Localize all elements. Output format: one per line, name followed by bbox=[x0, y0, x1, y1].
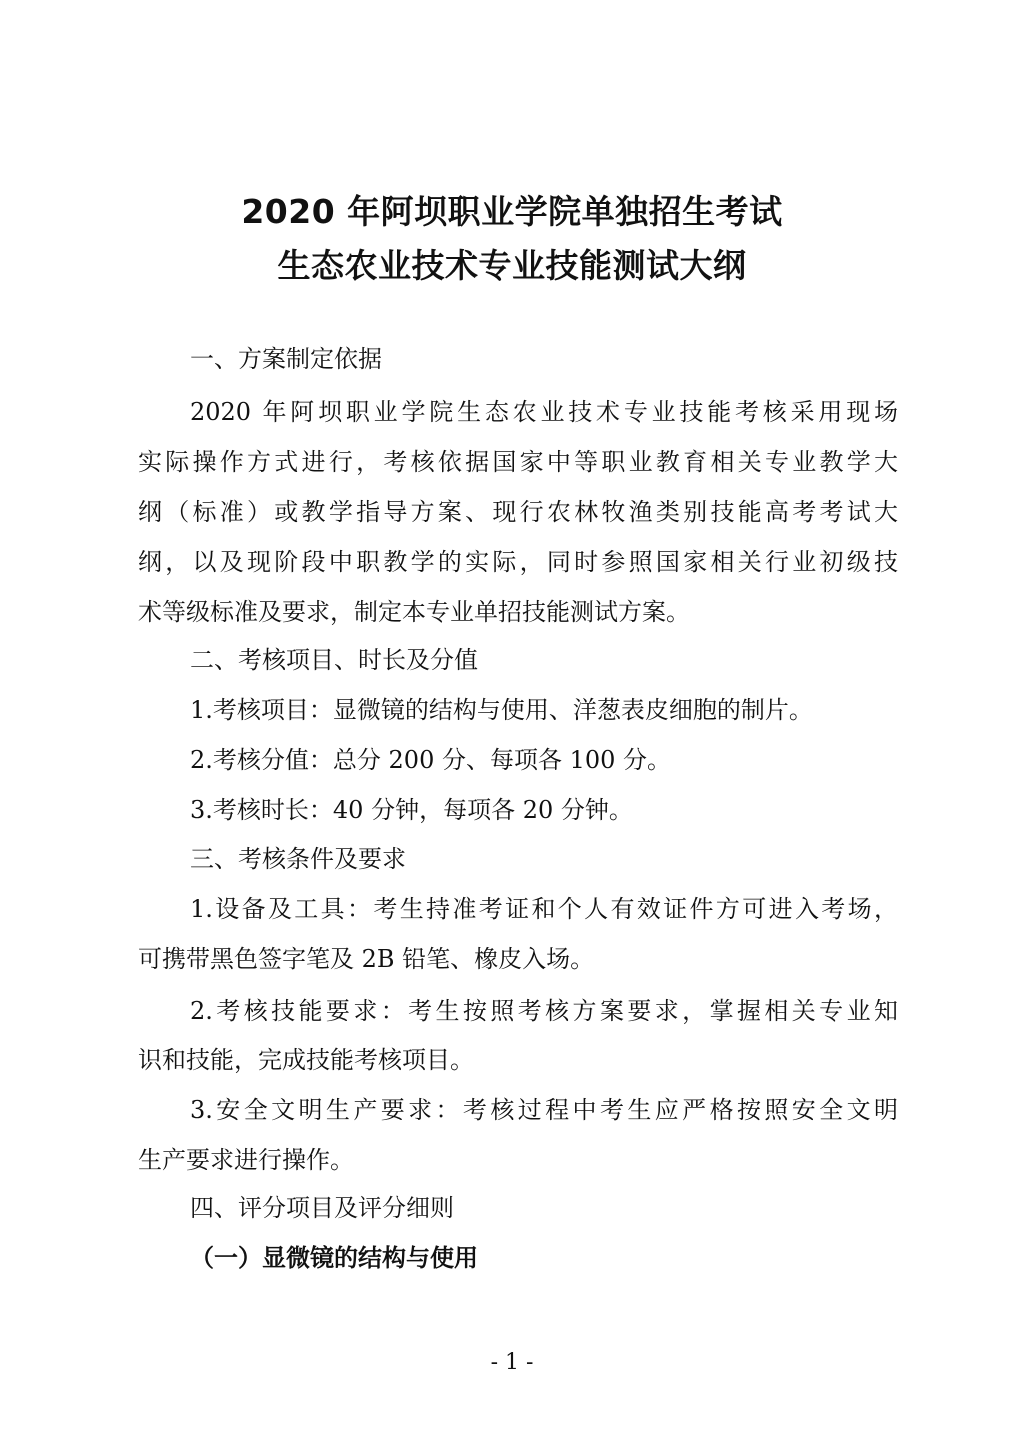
section-4-heading: 四、评分项目及评分细则 bbox=[190, 1194, 454, 1222]
section-3-item-2-line: 识和技能，完成技能考核项目。 bbox=[138, 1046, 474, 1074]
section-1-paragraph-line: 实际操作方式进行，考核依据国家中等职业教育相关专业教学大 bbox=[138, 448, 898, 476]
section-1-paragraph-line: 2020 年阿坝职业学院生态农业技术专业技能考核采用现场 bbox=[190, 398, 898, 426]
section-2-item: 3.考核时长：40 分钟，每项各 20 分钟。 bbox=[190, 796, 633, 824]
section-3-item-3-line: 3.安全文明生产要求：考核过程中考生应严格按照安全文明 bbox=[190, 1096, 898, 1124]
section-4-subheading: （一）显微镜的结构与使用 bbox=[190, 1244, 478, 1272]
section-2-item: 1.考核项目：显微镜的结构与使用、洋葱表皮细胞的制片。 bbox=[190, 696, 813, 724]
section-3-item-1-line: 可携带黑色签字笔及 2B 铅笔、橡皮入场。 bbox=[138, 945, 595, 973]
section-3-heading: 三、考核条件及要求 bbox=[190, 845, 406, 873]
section-3-item-3-line: 生产要求进行操作。 bbox=[138, 1146, 354, 1174]
section-2-heading: 二、考核项目、时长及分值 bbox=[190, 646, 478, 674]
section-1-paragraph-line: 纲（标准）或教学指导方案、现行农林牧渔类别技能高考考试大 bbox=[138, 498, 898, 526]
document-title-line-1: 2020 年阿坝职业学院单独招生考试 bbox=[241, 192, 783, 231]
section-2-item: 2.考核分值：总分 200 分、每项各 100 分。 bbox=[190, 746, 672, 774]
document-title-line-2: 生态农业技术专业技能测试大纲 bbox=[277, 246, 747, 285]
page-number: - 1 - bbox=[490, 1350, 534, 1375]
section-1-paragraph-line: 术等级标准及要求，制定本专业单招技能测试方案。 bbox=[138, 598, 690, 626]
section-1-paragraph-line: 纲，以及现阶段中职教学的实际，同时参照国家相关行业初级技 bbox=[138, 548, 898, 576]
section-3-item-2-line: 2.考核技能要求：考生按照考核方案要求，掌握相关专业知 bbox=[190, 997, 898, 1025]
section-1-heading: 一、方案制定依据 bbox=[190, 345, 382, 373]
section-3-item-1-line: 1.设备及工具：考生持准考证和个人有效证件方可进入考场， bbox=[190, 895, 898, 923]
